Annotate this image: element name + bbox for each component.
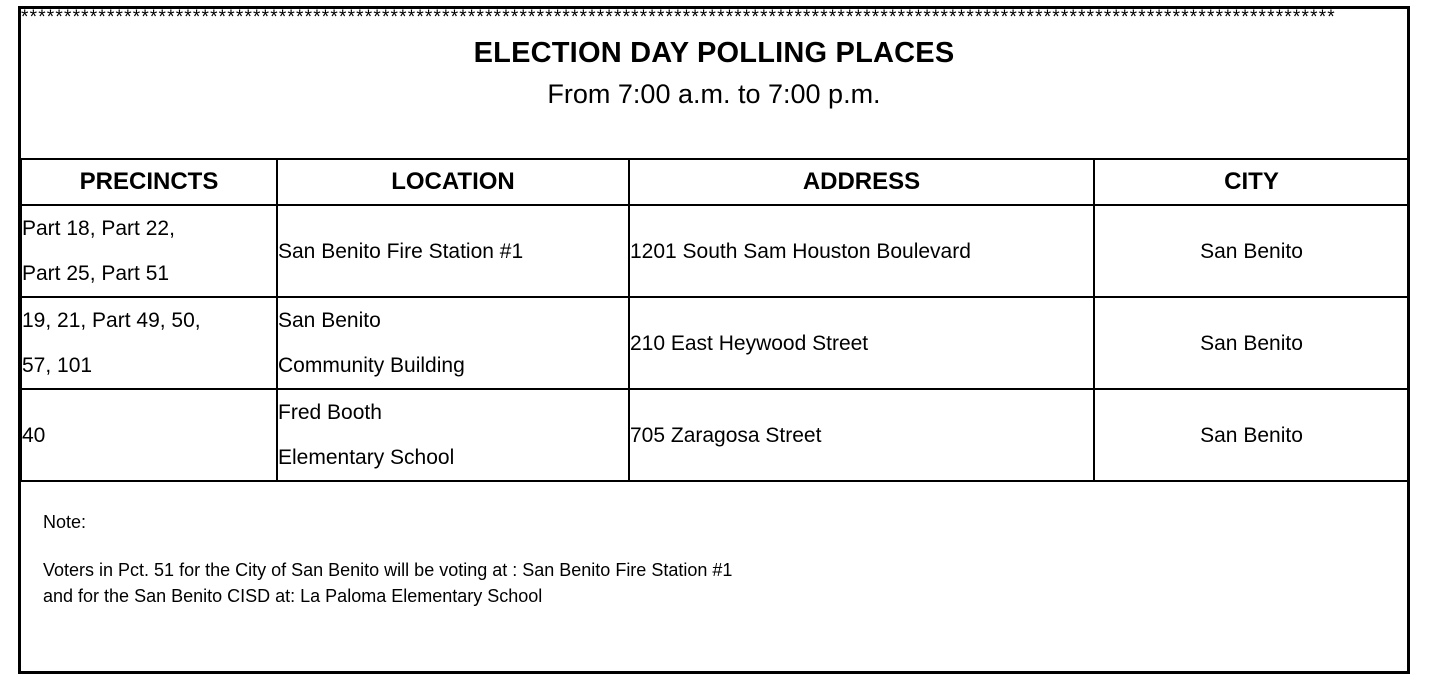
title-block xyxy=(21,33,1407,115)
column-header-address: ADDRESS xyxy=(629,159,1094,205)
note-block xyxy=(43,509,1383,609)
cell-line: 210 East Heywood Street xyxy=(630,331,869,355)
table-row xyxy=(21,297,1409,389)
cell-precincts xyxy=(21,205,277,297)
cell-address xyxy=(629,389,1094,481)
table-row xyxy=(21,389,1409,481)
note-label: Note: xyxy=(43,512,87,532)
cell-line: San Benito xyxy=(1200,423,1303,447)
column-header-city: CITY xyxy=(1094,159,1409,205)
cell-location xyxy=(277,297,629,389)
cell-line: Part 18, Part 22, xyxy=(22,217,175,240)
cell-line: San Benito Fire Station #1 xyxy=(278,239,524,263)
cell-location xyxy=(277,205,629,297)
document-frame xyxy=(18,6,1410,674)
cell-line: Community Building xyxy=(278,354,465,377)
page-subtitle: From 7:00 a.m. to 7:00 p.m. xyxy=(547,79,881,109)
cell-line: 40 xyxy=(22,423,46,447)
cell-address xyxy=(629,205,1094,297)
cell-precincts xyxy=(21,297,277,389)
cell-line: Fred Booth xyxy=(278,401,382,424)
cell-address xyxy=(629,297,1094,389)
table-header-row xyxy=(21,159,1409,205)
asterisk-divider: ********************************************************************************************************************************************************* xyxy=(21,7,1336,28)
cell-line: San Benito xyxy=(1200,331,1303,355)
cell-location xyxy=(277,389,629,481)
note-line: Voters in Pct. 51 for the City of San Benito will be voting at : San Benito Fire Station #1 xyxy=(43,560,733,580)
table-row xyxy=(21,205,1409,297)
cell-city xyxy=(1094,389,1409,481)
cell-city xyxy=(1094,205,1409,297)
cell-precincts xyxy=(21,389,277,481)
cell-city xyxy=(1094,297,1409,389)
cell-line: Part 25, Part 51 xyxy=(22,262,170,285)
column-header-location: LOCATION xyxy=(277,159,629,205)
cell-line: San Benito xyxy=(1200,239,1303,263)
column-header-precincts: PRECINCTS xyxy=(21,159,277,205)
cell-line: 19, 21, Part 49, 50, xyxy=(22,309,201,332)
page-title: ELECTION DAY POLLING PLACES xyxy=(473,37,955,69)
note-line: and for the San Benito CISD at: La Paloma Elementary School xyxy=(43,586,543,606)
cell-line: 57, 101 xyxy=(22,354,93,377)
cell-line: Elementary School xyxy=(278,446,455,469)
cell-line: 705 Zaragosa Street xyxy=(630,423,822,447)
cell-line: San Benito xyxy=(278,309,381,332)
polling-places-table xyxy=(20,158,1410,482)
cell-line: 1201 South Sam Houston Boulevard xyxy=(630,239,971,263)
